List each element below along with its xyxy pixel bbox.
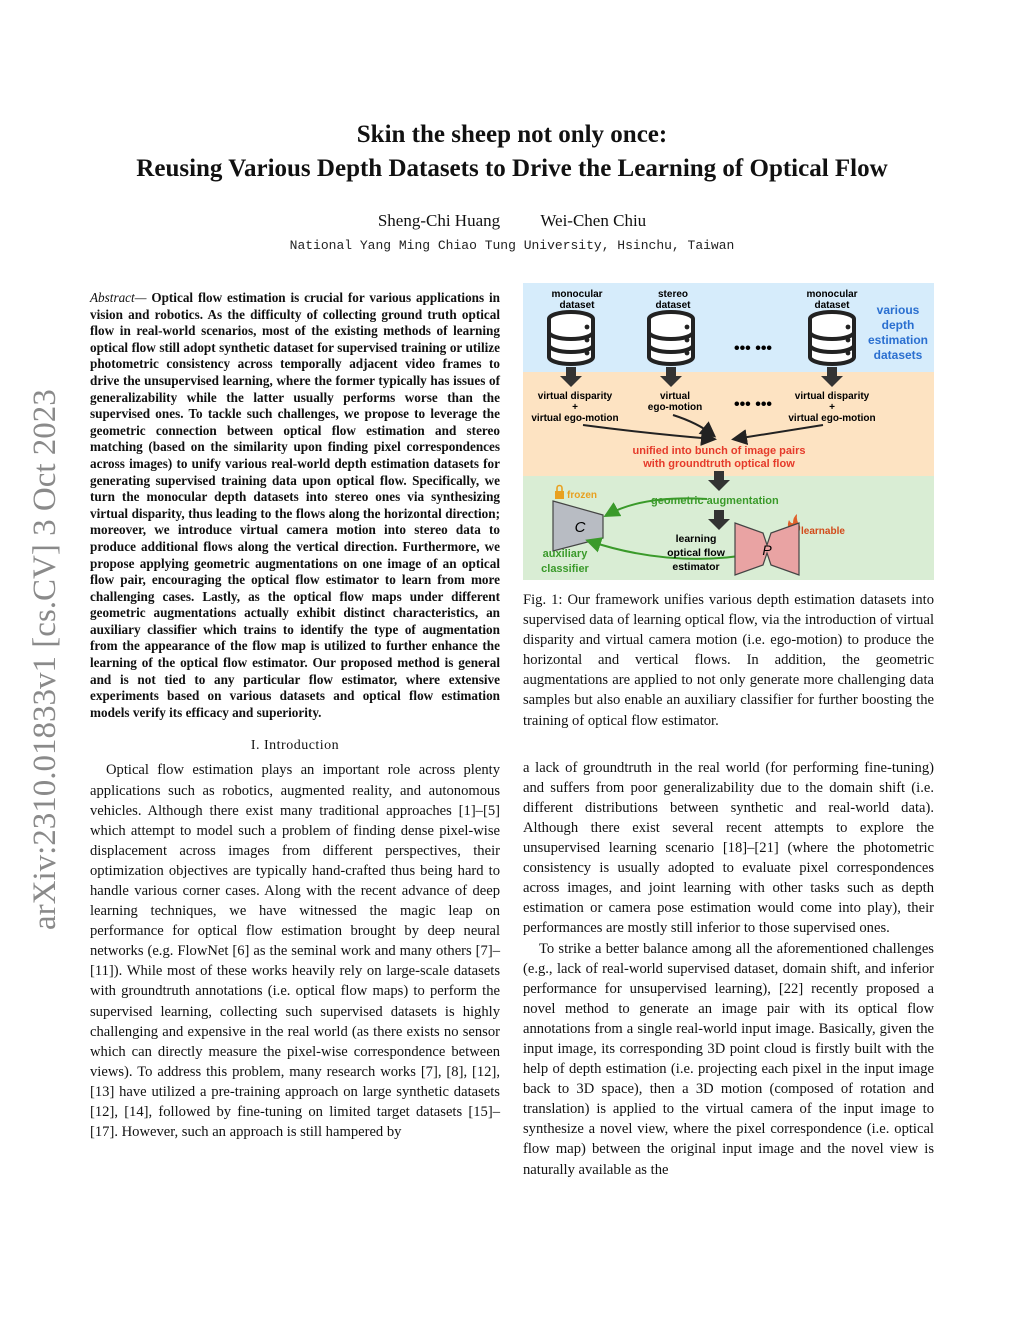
intro-paragraph-3: To strike a better balance among all the aforementioned challenges (e.g., lack of real-world supervised dataset, domain shift, and inferior performance for unsupervised learning), [22] recently proposed a novel method to generate an image pair with its optical flow annotations from a single real-world input image. Basically, given the input image, its corresponding 3D point cloud is firstly built with the help of depth estimation (i.e. projecting each pixel in the input image back to 3D space), then a 3D motion (composed of rotation and translation) is applied to the virtual camera of the input image to synthesize a novel view, where the pixel correspondence (i.e. optical flow map) between the original input image and the novel view is naturally available as the <box>523 940 934 1178</box>
database-icon <box>810 312 854 364</box>
virtual-disparity-label: virtual ego-motion <box>531 413 619 424</box>
right-column <box>523 590 934 1180</box>
virtual-disparity-label: virtual disparity <box>537 391 613 402</box>
various-datasets-label: depth <box>881 318 915 332</box>
estimator-label: optical flow <box>667 547 725 559</box>
database-icon <box>649 312 693 364</box>
left-column <box>90 290 500 1142</box>
estimator-label: estimator <box>672 561 720 573</box>
virtual-disparity-label: virtual disparity <box>794 391 870 402</box>
auxiliary-classifier-label: classifier <box>541 563 589 575</box>
arxiv-stamp: arXiv:2310.01833v1 [cs.CV] 3 Oct 2023 <box>27 389 63 930</box>
db2-label: stereo <box>657 289 689 300</box>
db1-label: dataset <box>559 300 595 311</box>
intro-paragraph-2: a lack of groundtruth in the real world (for performing fine-tuning) and suffers from poor generalizability due to the domain shift (i.e. different distributions between synthetic and real-world data). Although there exist several recent attempts to explore the unsupervised learning scenario [18]–[21] (where the photometric consistency is usually adopted to evaluate pixel correspondences across images, and joint learning with other tasks such as depth estimation or camera pose estimation would come into play), their performances are mostly still inferior to those supervised ones. <box>523 759 934 937</box>
abstract: Abstract— Optical flow estimation is crucial for various applications in vision and robotics. As the difficulty of collecting ground truth optical flow in real-world scenarios, most of the existing methods of learning optical flow still adopt synthetic dataset for supervised training or utilize photometric consistency across temporally adjacent video frames to drive the unsupervised learning, where the former typically has issues of generalizability while the latter usually performs worse than the supervised ones. To tackle such challenges, we propose to leverage the geometric connection between optical flow estimation and stereo matching (based on the similarity upon finding pixel correspondences across images) to unify various real-world depth estimation datasets for generating supervised training data upon optical flow. Specifically, we turn the monocular depth datasets into stereo ones via synthesizing virtual disparity, thus leading to the flows along the horizontal direction; moreover, we introduce virtual camera motion into stereo data to produce additional flows along the vertical direction. Furthermore, we propose applying geometric augmentations on one image of an optical flow pair, encouraging the optical flow estimator to learn from more challenging cases. Lastly, as the optical flow maps under different geometric augmentations actually exhibit distinct characteristics, an auxiliary classifier which trains to identify the type of augmentation from the appearance of the flow map is utilized to further enhance the learning of the optical flow estimator. Our proposed method is general and is not tied to any particular flow estimator, where extensive experiments based on various datasets and optical flow estimation models verify its efficacy and superiority. <box>90 290 501 720</box>
classifier-letter: C <box>574 519 586 536</box>
abstract-label: Abstract <box>90 290 135 305</box>
virtual-egomotion-label: virtual <box>659 391 691 402</box>
db2-label: dataset <box>655 300 691 311</box>
various-datasets-label: estimation <box>867 333 929 347</box>
author-name: Wei-Chen Chiu <box>540 211 647 230</box>
learnable-label: learnable <box>801 526 845 537</box>
author-list <box>0 211 1024 231</box>
virtual-disparity-label: + <box>572 402 578 413</box>
database-icon <box>549 312 593 364</box>
figure-caption: Fig. 1: Our framework unifies various depth estimation datasets into supervised data of learning optical flow, via the introduction of virtual disparity and virtual camera motion (i.e. ego-motion) to produce the horizontal and vertical flows. In addition, the geometric augmentations are applied to not only generate more challenging data samples but also enable an auxiliary classifier for further boosting the training of optical flow estimator. <box>523 592 934 729</box>
paper-title-line-2: Reusing Various Depth Datasets to Drive the Learning of Optical Flow <box>136 155 888 182</box>
db1-label: monocular <box>551 289 603 300</box>
various-datasets-label: datasets <box>873 348 923 362</box>
estimator-label: learning <box>675 533 717 545</box>
ellipsis: ••• ••• <box>733 340 773 357</box>
author-name: Sheng-Chi Huang <box>377 211 501 230</box>
virtual-disparity-label: + <box>829 402 835 413</box>
virtual-disparity-label: virtual ego-motion <box>788 413 876 424</box>
various-datasets-label: various <box>876 303 920 317</box>
unified-label: with groundtruth optical flow <box>643 458 795 470</box>
db3-label: dataset <box>814 300 850 311</box>
paper-title-line-1: Skin the sheep not only once: <box>356 121 668 148</box>
figure-1 <box>523 283 934 580</box>
section-heading: I. Introduction <box>250 738 340 754</box>
abstract-text: Optical flow estimation is crucial for various applications in vision and robotics. As the difficulty of collecting ground truth optical flow in real-world scenarios, most of the existing methods of learning optical flow still adopt synthetic dataset for supervised training or utilize photometric consistency across temporally adjacent video frames to drive the unsupervised learning, where the former typically has issues of generalizability while the latter usually performs worse than the supervised ones. To tackle such challenges, we propose to leverage the geometric connection between optical flow estimation and stereo matching (based on the similarity upon finding pixel correspondences across images) to unify various real-world depth estimation datasets for generating supervised training data upon optical flow. Specifically, we turn the monocular depth datasets into stereo ones via synthesizing virtual disparity, thus leading to the flows along the horizontal direction; moreover, we introduce virtual camera motion into stereo data to produce additional flows along the vertical direction. Furthermore, we propose applying geometric augmentations on one image of an optical flow pair, encouraging the optical flow estimator to learn from more challenging cases. Lastly, as the optical flow maps under different geometric augmentations actually exhibit distinct characteristics, an auxiliary classifier which trains to identify the type of augmentation from the appearance of the flow map is utilized to further enhance the learning of the optical flow estimator. Our proposed method is general and is not tied to any particular flow estimator, where extensive experiments based on various datasets and optical flow estimation models verify its efficacy and superiority. <box>90 290 501 720</box>
ellipsis: ••• ••• <box>733 396 773 413</box>
estimator-letter: P <box>762 542 772 558</box>
intro-paragraph-1: Optical flow estimation plays an important role across plenty applications such as robotics, augmented reality, and autonomous vehicles. Although there exist many traditional approaches [1]–[5] which attempt to model such a problem of finding dense pixel-wise displacement across images from different perspectives, their optimization objectives are typically hand-crafted thus being hard to handle various corner cases. Along with the recent advance of deep learning techniques, we have witnessed the magic leap on performance for optical flow estimation brought by deep neural networks (e.g. FlowNet [6] as the seminal work and many others [7]–[11]). While most of these works heavily rely on large-scale datasets with groundtruth annotations (i.e. optical flow maps) to perform the supervised learning, collecting such supervised datasets is highly challenging and expensive in the real world (as there exists no sensor which can directly measure the pixel-wise correspondence between views). To address this problem, many research works [7], [8], [12], [13] have utilized a pre-training approach on large synthetic datasets [12], [14], followed by fine-tuning on limited target datasets [15]–[17]. However, such an approach is still hampered by <box>90 762 500 1141</box>
virtual-egomotion-label: ego-motion <box>647 402 703 413</box>
auxiliary-classifier-label: auxiliary <box>542 548 588 560</box>
affiliation: National Yang Ming Chiao Tung University, Hsinchu, Taiwan <box>289 238 735 253</box>
unified-label: unified into bunch of image pairs <box>632 445 806 457</box>
title-block <box>0 118 1024 186</box>
db3-label: monocular <box>806 289 858 300</box>
frozen-label: frozen <box>567 490 597 501</box>
geometric-augmentation-label: geometric augmentation <box>651 495 779 507</box>
